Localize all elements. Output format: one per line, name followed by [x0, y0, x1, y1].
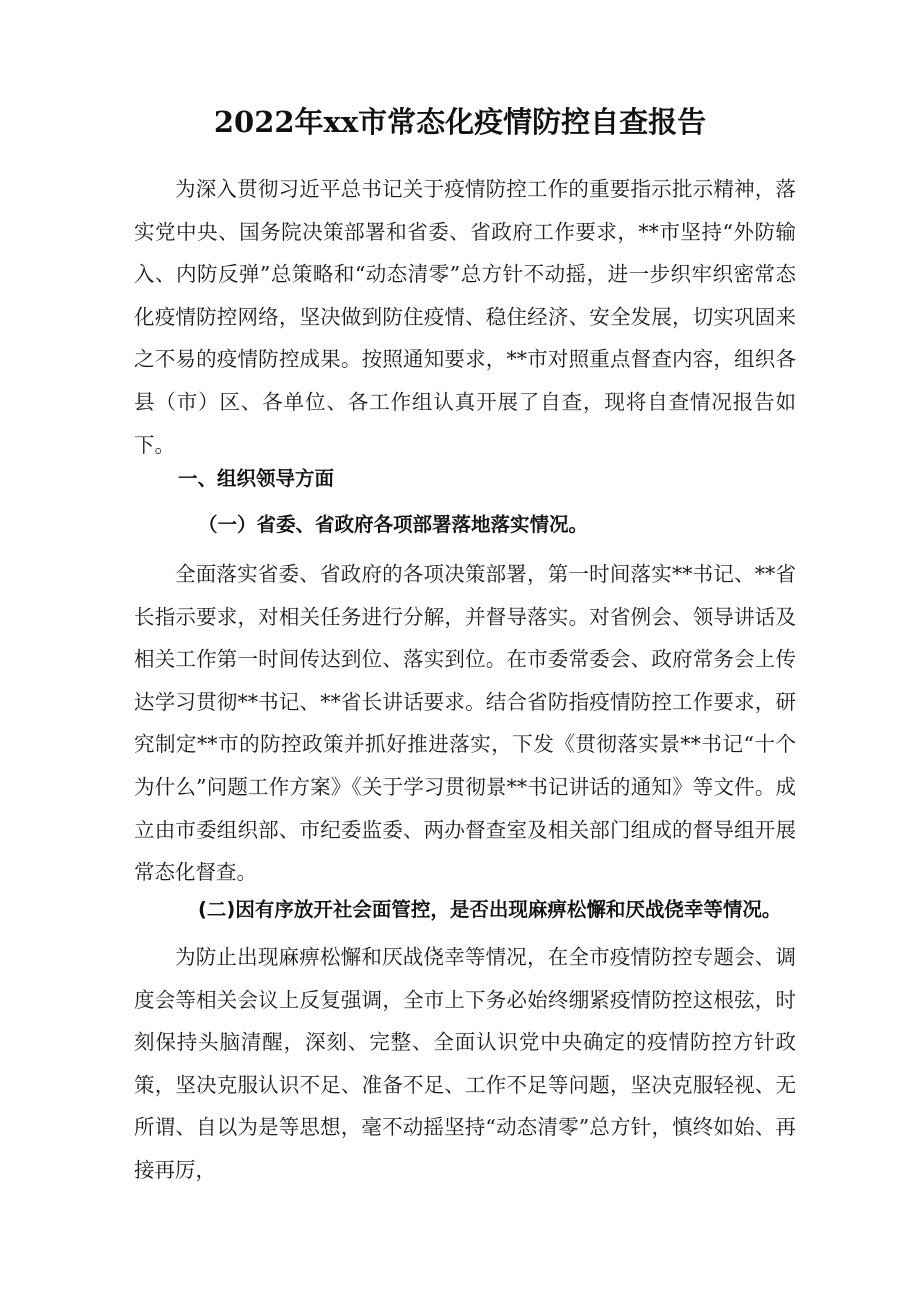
- deployment-paragraph: 全面落实省委、省政府的各项决策部署，第一时间落实**书记、**省长指示要求，对相关任务进行分解，并督导落实。对省例会、领导讲话及相关工作第一时间传达到位、落实到位。在市委常委会、政府常务会上传达学习贯彻**书记、**省长讲话要求。结合省防指疫情防控工作要求，研究制定**市的防控政策并抓好推进落实，下发《贯彻落实景**书记“十个为什么”问题工作方案》《关于学习贯彻景**书记讲话的通知》等文件。成立由市委组织部、市纪委监委、两办督查室及相关部门组成的督导组开展常态化督查。: [134, 562, 796, 885]
- subsection-heading-deployment: （一）省委、省政府各项部署落地落实情况。: [198, 513, 589, 536]
- intro-paragraph: 为深入贯彻习近平总书记关于疫情防控工作的重要指示批示精神，落实党中央、国务院决策部署和省委、省政府工作要求，**市坚持“外防输入、内防反弹”总策略和“动态清零”总方针不动摇，进一步织牢织密常态化疫情防控网络，坚决做到防住疫情、稳住经济、安全发展，切实巩固来之不易的疫情防控成果。按照通知要求，**市对照重点督查内容，组织各县（市）区、各单位、各工作组认真开展了自查，现将自查情况报告如下。: [134, 177, 796, 457]
- document-title: 2022年xx市常态化疫情防控自查报告: [213, 105, 707, 139]
- section-heading-organization: 一、组织领导方面: [178, 467, 335, 490]
- subsection-heading-vigilance: (二)因有序放开社会面管控，是否出现麻痹松懈和厌战侥幸等情况。: [198, 898, 782, 921]
- vigilance-paragraph: 为防止出现麻痹松懈和厌战侥幸等情况，在全市疫情防控专题会、调度会等相关会议上反复强调，全市上下务必始终绷紧疫情防控这根弦，时刻保持头脑清醒，深刻、完整、全面认识党中央确定的疫情防控方针政策，坚决克服认识不足、准备不足、工作不足等问题，坚决克服轻视、无所谓、自以为是等思想，毫不动摇坚持“动态清零”总方针，慎终如始、再接再厉，: [134, 945, 796, 1182]
